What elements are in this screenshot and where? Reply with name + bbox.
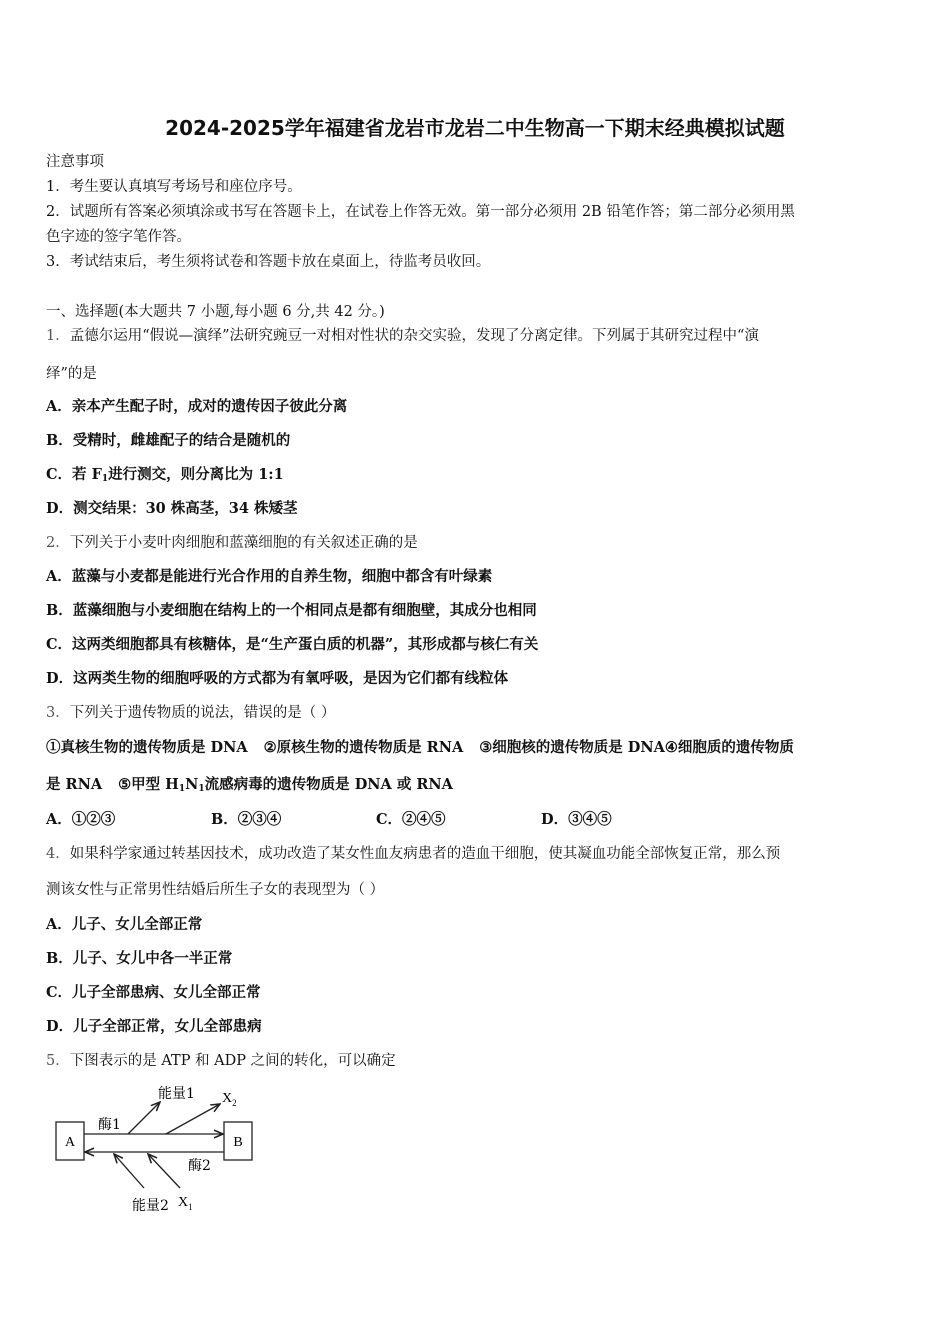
x2-label <box>222 1091 237 1108</box>
q3-statement-5-sub2: 1 <box>198 784 205 794</box>
atp-adp-diagram <box>48 1078 288 1223</box>
q3-statement-2: ②原核生物的遗传物质是 RNA <box>263 739 464 756</box>
page-title: 2024-2025学年福建省龙岩市龙岩二中生物高一下期末经典模拟试题 <box>165 116 785 140</box>
q4-number: 4． <box>46 846 70 862</box>
q1-option-c <box>46 465 284 489</box>
q3-option-c: C．②④⑤ <box>376 811 446 828</box>
enzyme2-label: 酶2 <box>188 1158 211 1174</box>
q1-option-b: B．受精时，雌雄配子的结合是随机的 <box>46 432 291 449</box>
arrow-energy1 <box>128 1102 160 1134</box>
energy1-label: 能量1 <box>158 1086 195 1102</box>
q1-stem-line1: 孟德尔运用“假说—演绎”法研究豌豆一对相对性状的杂交实验，发现了分离定律。下列属于其研究过程中“演 <box>69 328 759 344</box>
q1-option-c-post: 进行测交，则分离比为 1:1 <box>108 466 284 483</box>
q3-option-a: A．①②③ <box>46 811 116 828</box>
x1-sub: 1 <box>188 1202 193 1212</box>
x1-main: X <box>178 1195 189 1210</box>
q2-option-b: B．蓝藻细胞与小麦细胞在结构上的一个相同点是都有细胞壁，其成分也相同 <box>46 602 537 619</box>
q3-statements-line2 <box>46 775 453 799</box>
q4-stem-line2: 测该女性与正常男性结婚后所生子女的表现型为（ ） <box>46 882 385 898</box>
notice-item-3: 3．考试结束后，考生须将试卷和答题卡放在桌面上，待监考员收回。 <box>46 254 491 270</box>
x2-main: X <box>222 1091 233 1106</box>
q2-option-d: D．这两类生物的细胞呼吸的方式都为有氧呼吸，是因为它们都有线粒体 <box>46 670 509 687</box>
q3-statement-5-sub1: 1 <box>178 784 186 794</box>
q4-stem <box>46 844 780 864</box>
q3-statement-1: ①真核生物的遗传物质是 DNA <box>46 739 248 756</box>
q2-option-a: A．蓝藻与小麦都是能进行光合作用的自养生物，细胞中都含有叶绿素 <box>46 568 493 585</box>
q3-number: 3． <box>46 705 70 721</box>
section-heading: 一、选择题(本大题共 7 小题,每小题 6 分,共 42 分。) <box>46 304 385 320</box>
q1-stem <box>46 326 759 346</box>
q5-number: 5． <box>46 1053 70 1069</box>
q4-option-d: D．儿子全部正常，女儿全部患病 <box>46 1018 262 1035</box>
q4-stem-line1: 如果科学家通过转基因技术，成功改造了某女性血友病患者的造血干细胞，使其凝血功能全部恢复正常，那么预 <box>69 846 781 862</box>
notice-item-2-cont: 色字迹的签字笔作答。 <box>46 229 191 245</box>
box-a-label: A <box>64 1135 76 1150</box>
q1-number: 1． <box>46 328 70 344</box>
q2-option-c: C．这两类细胞都具有核糖体，是“生产蛋白质的机器”，其形成都与核仁有关 <box>46 636 539 653</box>
q2-stem <box>46 533 418 553</box>
q3-statement-5-pre: ⑤甲型 H <box>118 776 179 793</box>
q5-stem-text: 下图表示的是 ATP 和 ADP 之间的转化，可以确定 <box>69 1053 396 1069</box>
q1-option-c-pre: C．若 F <box>46 466 102 483</box>
q3-options-row <box>46 810 661 830</box>
q3-option-b: B．②③④ <box>211 811 282 828</box>
notice-item-1: 1．考生要认真填写考场号和座位序号。 <box>46 179 302 195</box>
q3-statement-3: ③细胞核的遗传物质是 DNA④细胞质的遗传物质 <box>479 739 794 756</box>
q2-stem-text: 下列关于小麦叶肉细胞和蓝藻细胞的有关叙述正确的是 <box>69 535 418 551</box>
energy2-label: 能量2 <box>132 1198 169 1214</box>
q3-stem <box>46 703 335 723</box>
x2-sub: 2 <box>232 1098 237 1108</box>
box-b-label: B <box>233 1135 243 1150</box>
arrow-x2 <box>166 1104 220 1134</box>
q4-option-c: C．儿子全部患病、女儿全部正常 <box>46 984 261 1001</box>
q3-statement-5-post: 流感病毒的遗传物质是 DNA 或 RNA <box>204 776 453 793</box>
q3-stem-text: 下列关于遗传物质的说法，错误的是（ ） <box>69 705 336 721</box>
enzyme1-label: 酶1 <box>98 1117 121 1133</box>
arrow-energy2 <box>114 1154 144 1188</box>
q1-option-a: A．亲本产生配子时，成对的遗传因子彼此分离 <box>46 398 348 415</box>
notice-heading: 注意事项 <box>46 154 104 170</box>
notice-item-2: 2．试题所有答案必须填涂或书写在答题卡上，在试卷上作答无效。第一部分必须用 2B 铅笔作答；第二部分必须用黑 <box>46 204 795 220</box>
q4-option-a: A．儿子、女儿全部正常 <box>46 916 203 933</box>
q2-number: 2． <box>46 535 70 551</box>
q1-stem-line2: 绎”的是 <box>46 366 97 382</box>
q3-statements-line1 <box>46 738 794 758</box>
arrow-x1 <box>148 1154 180 1188</box>
q1-option-c-sub: 1 <box>101 474 109 484</box>
q3-statement-5-mid: N <box>185 776 199 793</box>
x1-label <box>178 1195 193 1212</box>
q5-stem <box>46 1051 396 1071</box>
q1-option-d: D．测交结果：30 株高茎，34 株矮茎 <box>46 500 298 517</box>
q4-option-b: B．儿子、女儿中各一半正常 <box>46 950 233 967</box>
q3-option-d: D．③④⑤ <box>541 811 612 828</box>
q3-statement-4: 是 RNA <box>46 776 103 793</box>
